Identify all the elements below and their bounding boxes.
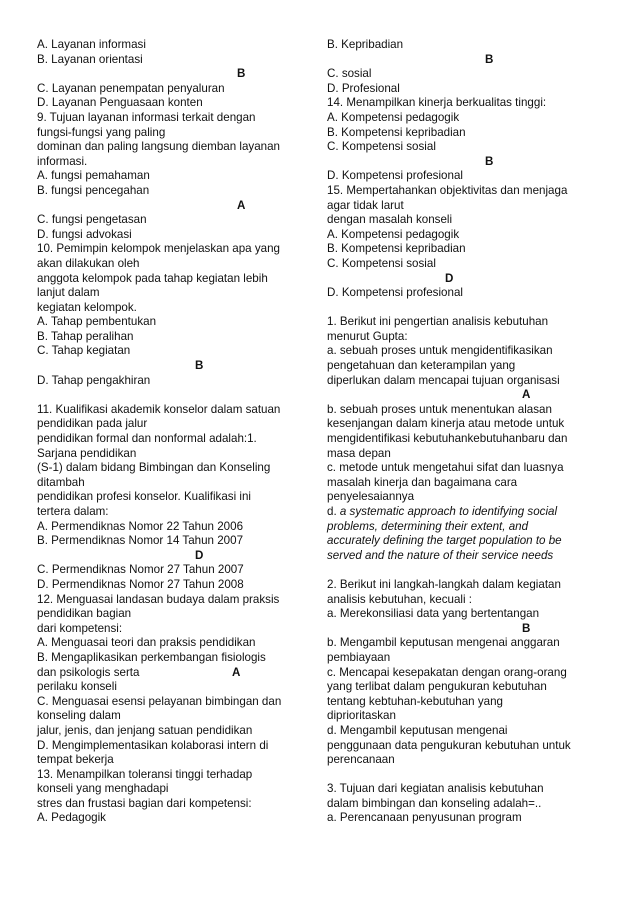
answer-letter: A [232, 665, 241, 679]
line-text: C. Menguasai esensi pelayanan bimbingan dan [37, 694, 282, 708]
line-text: A. Layanan informasi [37, 38, 146, 51]
text-line [37, 272, 312, 287]
text-line [37, 374, 312, 389]
line-text: C. Kompetensi sosial [327, 140, 436, 154]
line-text: 3. Tujuan dari kegiatan analisis kebutuhan [327, 782, 544, 796]
line-text: pengetahuan dan keterampilan yang [327, 359, 516, 373]
text-line [37, 417, 312, 432]
text-line [37, 636, 312, 651]
text-line [327, 330, 601, 345]
line-text: A. Kompetensi pedagogik [327, 110, 460, 124]
text-line [327, 753, 601, 768]
line-text: tentang kebtuhan-kebutuhan yang [327, 694, 503, 708]
line-text: B. fungsi pencegahan [37, 183, 150, 197]
line-text: dalam bimbingan dan konseling adalah=.. [327, 796, 542, 810]
text-line [37, 534, 312, 549]
line-text: masalah kinerja dan bagaimana cara [327, 475, 518, 489]
answer-letter: A [237, 198, 246, 212]
text-line [37, 213, 312, 228]
line-text: 13. Menampilkan toleransi tinggi terhadap [37, 767, 253, 781]
line-text: dengan masalah konseli [327, 213, 453, 227]
line-text: agar tidak larut [327, 198, 404, 212]
answer-key [37, 549, 312, 564]
text-line [37, 724, 312, 739]
text-line [327, 651, 601, 666]
text-line [327, 286, 601, 301]
text-line [37, 228, 312, 243]
text-line [327, 520, 601, 535]
text-line [327, 724, 601, 739]
text-line [327, 680, 601, 695]
text-line [327, 782, 601, 797]
text-line [327, 578, 601, 593]
line-text: menurut Gupta: [327, 329, 408, 343]
text-line [37, 242, 312, 257]
line-text: C. Layanan penempatan penyaluran [37, 81, 225, 95]
line-text: akan dilakukan oleh [37, 256, 140, 270]
text-line [327, 38, 601, 53]
line-text: C. Kompetensi sosial [327, 256, 436, 270]
text-line [327, 126, 601, 141]
text-line [327, 490, 601, 505]
text-line [37, 782, 312, 797]
text-line [37, 520, 312, 535]
text-line [327, 344, 601, 359]
answer-key [327, 155, 601, 170]
line-text: 9. Tujuan layanan informasi terkait dengan [37, 110, 256, 124]
text-line [37, 53, 312, 68]
line-text: B. Kepribadian [327, 38, 404, 51]
answer-letter: B [485, 154, 494, 168]
line-text: a. Perencanaan penyusunan program [327, 811, 522, 825]
text-line [37, 680, 312, 695]
answer-letter: D [195, 548, 204, 562]
line-text: yang terlibat dalam pengukuran kebutuhan [327, 680, 547, 694]
text-line [327, 709, 601, 724]
answer-key [37, 359, 312, 374]
text-line [37, 155, 312, 170]
blank-line [37, 388, 312, 403]
text-line [327, 636, 601, 651]
text-line [37, 447, 312, 462]
answer-key [327, 53, 601, 68]
text-line [327, 199, 601, 214]
line-text: C. Tahap kegiatan [37, 344, 131, 358]
text-line [327, 315, 601, 330]
text-line [327, 111, 601, 126]
line-text: kesenjangan dalam kinerja atau metode untuk [327, 417, 565, 431]
text-line [327, 549, 601, 564]
text-line [327, 228, 601, 243]
line-text: konseling dalam [37, 709, 121, 723]
line-text: C. fungsi pengetasan [37, 213, 147, 227]
text-line [37, 286, 312, 301]
line-text: ditambah [37, 475, 85, 489]
line-text: dan psikologis serta [37, 665, 140, 679]
line-text: masa depan [327, 446, 391, 460]
text-line [37, 184, 312, 199]
line-text: diprioritaskan [327, 709, 396, 723]
text-line [37, 461, 312, 476]
line-text: c. Mencapai kesepakatan dengan orang-orang [327, 665, 567, 679]
line-text: C. sosial [327, 67, 372, 81]
text-line [327, 403, 601, 418]
right-column [327, 38, 601, 826]
line-text: c. metode untuk mengetahui sifat dan luasnya [327, 461, 564, 475]
line-text: D. Kompetensi profesional [327, 169, 463, 183]
line-text: 14. Menampilkan kinerja berkualitas tinggi: [327, 96, 547, 110]
line-text: B. Mengaplikasikan perkembangan fisiologis [37, 650, 266, 664]
answer-key [327, 622, 601, 637]
text-line [37, 126, 312, 141]
line-text: (S-1) dalam bidang Bimbingan dan Konseling [37, 461, 271, 475]
line-text: D. Kompetensi profesional [327, 286, 463, 300]
line-text: pendidikan bagian [37, 607, 132, 621]
text-line [37, 768, 312, 783]
line-text: B. Tahap peralihan [37, 329, 134, 343]
text-line [327, 169, 601, 184]
line-text: B. Kompetensi kepribadian [327, 125, 466, 139]
text-line [37, 622, 312, 637]
text-line [327, 67, 601, 82]
italic-text: accurately defining the target population to be [327, 534, 562, 548]
text-line [37, 578, 312, 593]
line-text: d. [327, 505, 340, 518]
line-text: 1. Berikut ini pengertian analisis kebutuhan [327, 315, 549, 329]
line-text: pendidikan formal dan nonformal adalah:1. [37, 432, 257, 446]
line-text: D. Profesional [327, 81, 400, 95]
text-line [327, 374, 601, 389]
text-line [327, 739, 601, 754]
text-line [327, 695, 601, 710]
text-line [327, 461, 601, 476]
answer-letter: A [522, 388, 531, 402]
answer-letter: D [445, 271, 454, 285]
text-line [327, 593, 601, 608]
line-text: A. Tahap pembentukan [37, 315, 157, 329]
blank-line [327, 301, 601, 316]
line-text: B. Layanan orientasi [37, 52, 143, 66]
line-text: pendidikan pada jalur [37, 417, 148, 431]
line-text: fungsi-fungsi yang paling [37, 125, 166, 139]
text-line [327, 505, 601, 520]
text-line [37, 695, 312, 710]
line-text: Sarjana pendidikan [37, 446, 137, 460]
text-line [37, 315, 312, 330]
text-line [37, 593, 312, 608]
line-text: dominan dan paling langsung diemban layanan [37, 140, 281, 154]
line-text: tempat bekerja [37, 753, 114, 767]
line-text: D. Tahap pengakhiran [37, 373, 151, 387]
text-line [37, 432, 312, 447]
line-text: D. Mengimplementasikan kolaborasi intern di [37, 738, 269, 752]
line-text: d. Mengambil keputusan mengenai [327, 723, 508, 737]
italic-text: problems, determining their extent, and [327, 519, 529, 533]
line-text: penggunaan data pengukuran kebutuhan untuk [327, 738, 571, 752]
text-line [37, 797, 312, 812]
italic-text: served and the nature of their service needs [327, 548, 554, 562]
text-line [37, 344, 312, 359]
italic-text: a systematic approach to identifying social [339, 505, 558, 518]
text-line [327, 666, 601, 681]
text-line [37, 82, 312, 97]
answer-key [327, 272, 601, 287]
line-text: a. sebuah proses untuk mengidentifikasikan [327, 344, 553, 358]
left-column [37, 38, 312, 826]
text-line [327, 447, 601, 462]
text-line [327, 82, 601, 97]
line-text: A. Menguasai teori dan praksis pendidikan [37, 636, 256, 650]
line-text: B. Permendiknas Nomor 14 Tahun 2007 [37, 534, 244, 548]
line-text: 11. Kualifikasi akademik konselor dalam satuan [37, 402, 281, 416]
text-line [37, 301, 312, 316]
line-text: a. Merekonsiliasi data yang bertentangan [327, 607, 540, 621]
line-text: C. Permendiknas Nomor 27 Tahun 2007 [37, 563, 244, 577]
line-text: 15. Mempertahankan objektivitas dan menjaga [327, 183, 568, 197]
answer-letter: B [485, 52, 494, 66]
text-line [37, 476, 312, 491]
line-text: A. Kompetensi pedagogik [327, 227, 460, 241]
text-line [327, 96, 601, 111]
text-line [327, 797, 601, 812]
text-line [37, 330, 312, 345]
text-line [327, 811, 601, 826]
line-text: A. Permendiknas Nomor 22 Tahun 2006 [37, 519, 244, 533]
line-text: mengidentifikasi kebutuhankebutuhanbaru dan [327, 432, 568, 446]
text-line [37, 607, 312, 622]
line-text: perencanaan [327, 753, 395, 767]
text-line [37, 651, 312, 666]
line-text: tertera dalam: [37, 505, 109, 518]
answer-letter: B [195, 359, 204, 373]
line-text: b. Mengambil keputusan mengenai anggaran [327, 636, 560, 650]
text-line [327, 140, 601, 155]
line-text: kegiatan kelompok. [37, 300, 137, 314]
line-text: 2. Berikut ini langkah-langkah dalam kegiatan [327, 577, 561, 591]
line-text: pendidikan profesi konselor. Kualifikasi ini [37, 490, 251, 504]
text-line [327, 432, 601, 447]
line-text: analisis kebutuhan, kecuali : [327, 592, 473, 606]
answer-letter: B [237, 67, 246, 81]
line-text: pembiayaan [327, 650, 391, 664]
blank-line [327, 768, 601, 783]
text-line [37, 96, 312, 111]
line-text: 10. Pemimpin kelompok menjelaskan apa yang [37, 242, 280, 256]
text-line [327, 257, 601, 272]
text-line [327, 476, 601, 491]
line-text: lanjut dalam [37, 286, 100, 300]
text-line [327, 607, 601, 622]
text-line [37, 38, 312, 53]
text-line [37, 490, 312, 505]
line-text: penyelesaiannya [327, 490, 415, 504]
text-line [327, 213, 601, 228]
line-text: A. fungsi pemahaman [37, 169, 150, 183]
line-text: D. Permendiknas Nomor 27 Tahun 2008 [37, 577, 244, 591]
text-line [37, 739, 312, 754]
line-text: konseli yang menghadapi [37, 782, 169, 796]
text-line [37, 111, 312, 126]
answer-key [37, 199, 312, 214]
line-text: anggota kelompok pada tahap kegiatan lebih [37, 271, 268, 285]
text-line [37, 666, 312, 681]
text-line [37, 169, 312, 184]
line-text: D. fungsi advokasi [37, 227, 132, 241]
line-text: diperlukan dalam mencapai tujuan organisasi [327, 373, 560, 387]
answer-letter: B [522, 621, 531, 635]
answer-key [37, 67, 312, 82]
line-text: dari kompetensi: [37, 621, 123, 635]
line-text: stres dan frustasi bagian dari kompetensi: [37, 796, 252, 810]
text-line [327, 534, 601, 549]
blank-line [327, 563, 601, 578]
line-text: D. Layanan Penguasaan konten [37, 96, 203, 110]
text-line [37, 709, 312, 724]
line-text: perilaku konseli [37, 680, 117, 694]
text-line [37, 403, 312, 418]
line-text: B. Kompetensi kepribadian [327, 242, 466, 256]
line-text: informasi. [37, 154, 88, 168]
line-text: b. sebuah proses untuk menentukan alasan [327, 402, 552, 416]
text-line [327, 184, 601, 199]
line-text: A. Pedagogik [37, 811, 106, 825]
text-line [327, 242, 601, 257]
line-text: jalur, jenis, dan jenjang satuan pendidikan [37, 723, 253, 737]
text-line [37, 257, 312, 272]
answer-key [327, 388, 601, 403]
text-line [327, 417, 601, 432]
text-line [37, 753, 312, 768]
text-line [37, 811, 312, 826]
text-line [37, 505, 312, 520]
text-line [37, 563, 312, 578]
text-line [37, 140, 312, 155]
line-text: 12. Menguasai landasan budaya dalam praksis [37, 592, 280, 606]
text-line [327, 359, 601, 374]
